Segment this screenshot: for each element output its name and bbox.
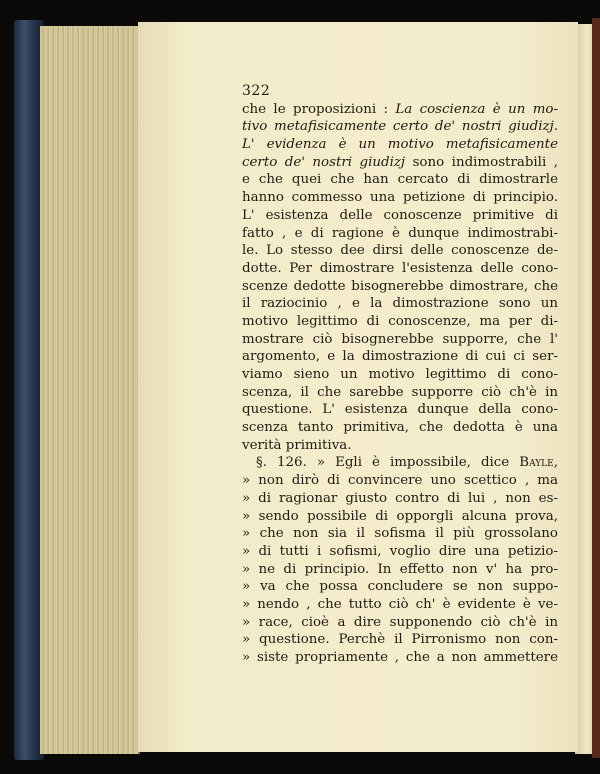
text-line: che le proposizioni : La coscienza è un mo- bbox=[242, 101, 558, 117]
text-line: fatto , e di ragione è dunque indimostrabi- bbox=[242, 225, 558, 241]
text-line: scenza tanto primitiva, che dedotta è una bbox=[242, 420, 558, 436]
text-line: hanno commesso una petizione di principio. bbox=[242, 190, 558, 206]
text-line: argomento, e la dimostrazione di cui ci ser- bbox=[242, 349, 558, 365]
quote-line: » siste propriamente , che a non ammettere bbox=[242, 650, 558, 665]
quote-line: » va che possa concludere se non suppo- bbox=[242, 579, 558, 595]
text-line: certo de' nostri giudizj sono indimostrabili , bbox=[242, 154, 558, 170]
quote-line: » nendo , che tutto ciò ch' è evidente è ve- bbox=[242, 596, 558, 612]
author-name: Bayle bbox=[519, 455, 554, 471]
text-line: L' evidenza è un motivo metafisicamente bbox=[242, 137, 558, 153]
quote-line: » race, cioè a dire supponendo ciò ch'è in bbox=[242, 614, 558, 630]
quote-line: » di ragionar giusto contro di lui , non es- bbox=[242, 490, 558, 506]
text-line: viamo sieno un motivo legittimo di cono- bbox=[242, 367, 558, 382]
quote-line: » questione. Perchè il Pirronismo non con- bbox=[242, 632, 558, 648]
page-text bbox=[242, 83, 558, 667]
text-line: e che quei che han cercato di dimostrarle bbox=[242, 172, 558, 188]
text-line: Egli è impossibile, dice bbox=[335, 455, 510, 471]
quote-line: » che non sia il sofisma il più grossolano bbox=[242, 526, 558, 542]
page-number: 322 bbox=[242, 83, 271, 99]
text-line: dotte. Per dimostrare l'esistenza delle cono- bbox=[242, 260, 558, 276]
text-line: scenze dedotte bisognerebbe dimostrare, che bbox=[242, 278, 558, 294]
text-line: scenza, il che sarebbe supporre ciò ch'è in bbox=[242, 384, 558, 400]
text-line: il raziocinio , e la dimostrazione sono un bbox=[242, 296, 558, 312]
page-stack-edges bbox=[40, 26, 140, 754]
text-line: L' esistenza delle conoscenze primitive di bbox=[242, 207, 558, 223]
text-line: verità primitiva. bbox=[242, 437, 352, 453]
book-cover-right bbox=[592, 18, 600, 758]
quote-line: » di tutti i sofismi, voglio dire una petizio- bbox=[242, 543, 558, 559]
text-line: tivo metafisicamente certo de' nostri giudizj. bbox=[242, 119, 558, 135]
section-mark: §. 126. » bbox=[256, 455, 326, 471]
section-heading-line: §. 126. » Egli è impossibile, dice Bayle, bbox=[256, 455, 558, 471]
quote-line: » ne di principio. In effetto non v' ha pro- bbox=[242, 561, 558, 577]
text-line: questione. L' esistenza dunque della cono- bbox=[242, 402, 558, 418]
text-line: motivo legittimo di conoscenze, ma per di- bbox=[242, 313, 558, 329]
quote-line: » non dirò di convincere uno scettico , ma bbox=[242, 473, 558, 489]
quote-line: » sendo possibile di opporgli alcuna prova, bbox=[242, 508, 558, 524]
text-line: mostrare ciò bisognerebbe supporre, che l' bbox=[242, 331, 558, 347]
text-line: le. Lo stesso dee dirsi delle conoscenze de- bbox=[242, 243, 558, 259]
